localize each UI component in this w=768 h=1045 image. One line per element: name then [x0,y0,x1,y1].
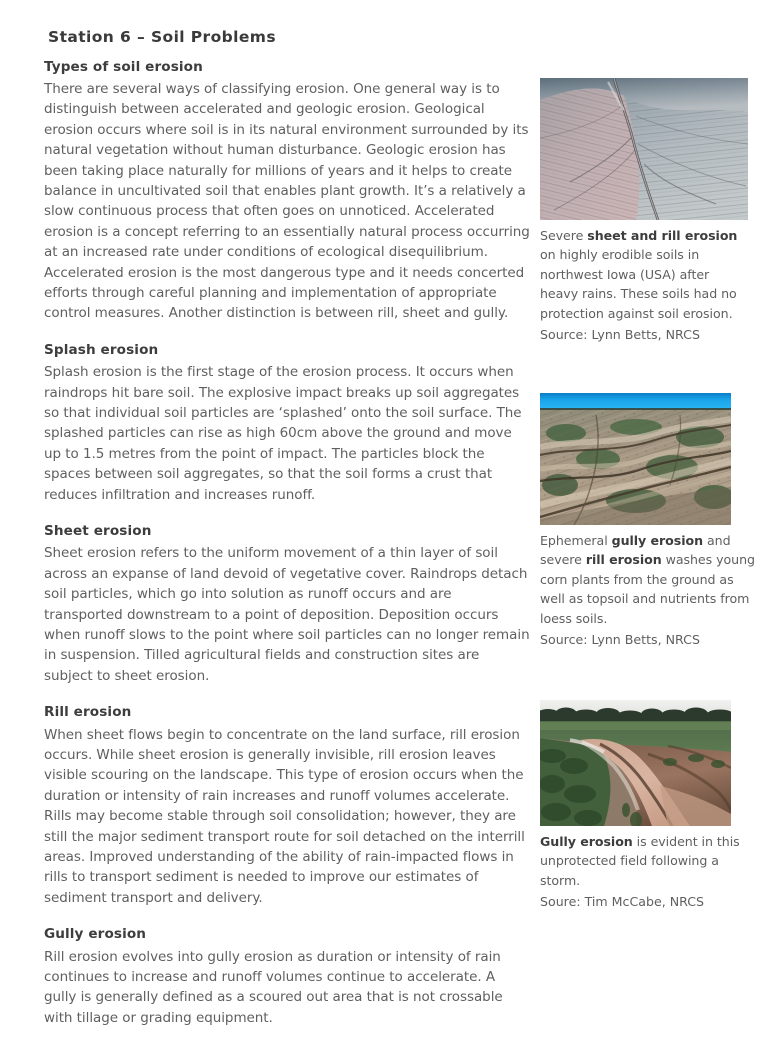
caption-text-part: Severe [540,228,588,243]
figure-caption [540,226,748,323]
caption-text-part: on highly erodible soils in northwest Iowa (USA) after heavy rains. These soils had no protection against soil erosion. [540,247,737,321]
section-body: There are several ways of classifying erosion. One general way is to distinguish between accelerated and geologic erosion. Geological erosion occurs where soil is in its natural environment surrounded by its natural vegetation without human disturbance. Geologic erosion has been taking place naturally for millions of years and it helps to create balance in uncultivated soil that enables plant growth. It’s a relatively a slow continuous process that often goes on unnoticed. Accelerated erosion is a concept referring to an essentially natural process occurring at an increased rate under conditions of ecological disequilibrium. Accelerated erosion is the most dangerous type and it needs concerted efforts through careful planning and implementation of appropriate control measures. Another distinction is between rill, sheet and gully. [44,80,530,322]
section-sheet-erosion [44,522,530,686]
photo-gully-erosion [540,700,731,826]
section-types-of-soil-erosion [44,58,530,324]
section-heading: Rill erosion [44,704,132,721]
caption-text-part: washes young corn plants from the ground as well as topsoil and nutrients from loess soils. [540,552,755,626]
section-splash-erosion [44,341,530,505]
section-body: When sheet flows begin to concentrate on the land surface, rill erosion occurs. While sheet erosion is generally invisible, rill erosion leaves visible scouring on the landscape. This type of erosion occurs when the duration or intensity of rain increases and runoff volumes accelerate. Rills may become stable through soil consolidation; however, they are still the major sediment transport route for soil detached on the interrill areas. Improved understanding of the ability of rain-impacted flows in rills to transport sediment is needed to improve our estimates of sediment transport and delivery. [44,726,525,906]
caption-text-part: is evident in this unprotected field following a storm. [540,834,740,888]
caption-emphasis: sheet and rill erosion [587,228,738,243]
figure-caption [540,531,762,628]
section-heading: Splash erosion [44,341,159,358]
text-column [44,28,530,1045]
section-body: Rill erosion evolves into gully erosion as duration or intensity of rain continues to increase and runoff volumes continue to accelerate. A gully is generally defined as a scoured out area that is not crossable with tillage or grading equipment. [44,948,503,1026]
caption-text-part: and severe [540,533,731,568]
figure-ephemeral-gully-erosion [540,393,762,649]
figure-source: Source: Lynn Betts, NRCS [540,327,700,343]
figure-sheet-and-rill-erosion [540,78,748,344]
section-rill-erosion [44,703,530,908]
section-gully-erosion [44,925,530,1028]
section-heading: Sheet erosion [44,523,152,539]
section-heading: Gully erosion [44,926,147,943]
caption-text-part: Ephemeral [540,533,612,548]
figure-source: Soure: Tim McCabe, NRCS [540,894,705,910]
section-body: Splash erosion is the first stage of the erosion process. It occurs when raindrops hit bare soil. The explosive impact breaks up soil aggregates so that individual soil particles are ‘splashed’ onto the soil surface. The splashed particles can rise as high 60cm above the ground and move up to 1.5 metres from the point of impact. The particles block the spaces between soil aggregates, so that the soil forms a crust that reduces infiltration and increases runoff. [44,364,522,503]
caption-emphasis: Gully erosion [540,834,633,849]
figure-caption [540,832,762,890]
photo-ephemeral-gully-erosion [540,393,731,525]
caption-emphasis: gully erosion [611,533,704,548]
section-heading: Types of soil erosion [44,58,203,75]
section-body: Sheet erosion refers to the uniform movement of a thin layer of soil across an expanse of land devoid of vegetative cover. Raindrops detach soil particles, which go into solution as runoff occurs and are transported downstream to a point of deposition. Deposition occurs when runoff slows to the point where soil particles can no longer remain in suspension. Tilled agricultural fields and construction sites are subject to sheet erosion. [44,545,530,684]
photo-sheet-and-rill-erosion [540,78,748,220]
figure-gully-erosion [540,700,762,912]
caption-emphasis: rill erosion [585,552,662,568]
figure-source: Source: Lynn Betts, NRCS [540,632,700,648]
page-title: Station 6 – Soil Problems [48,28,276,46]
